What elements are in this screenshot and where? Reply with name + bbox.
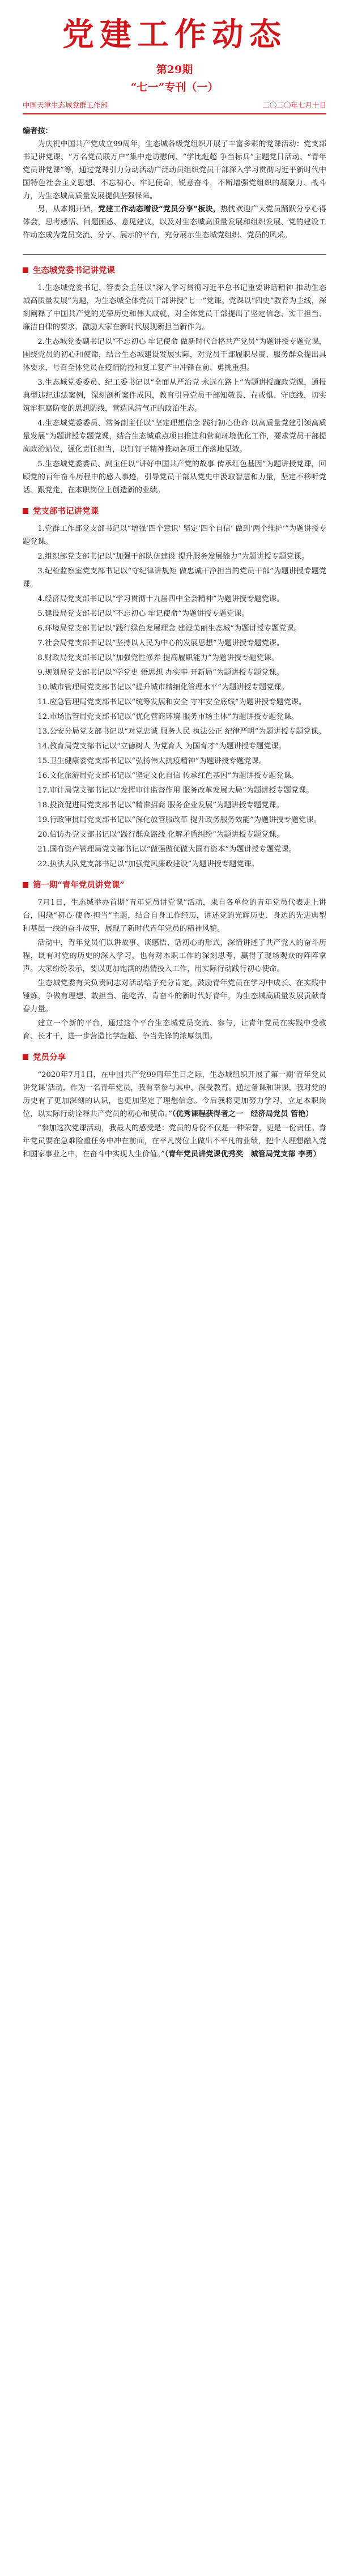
editor-note-label: 编者按：: [23, 127, 53, 135]
list-item-text: 公安分局党支部书记以“对党忠诚 服务人民 执法公正 纪律严明”为题讲授专题党课。: [49, 727, 326, 736]
list-item-text: 投资促进局党支部书记以“精准招商 服务企业发展”为题讲授专题党课。: [49, 801, 284, 810]
newsletter-title: 党建工作动态: [62, 16, 287, 53]
section-title: 党支部书记讲党课: [33, 506, 99, 516]
list-item-text: 执法大队党支部书记以“加强党风廉政建设”为题讲授专题党课。: [49, 860, 259, 868]
list-item-number: 18.: [37, 801, 50, 810]
list-item-text: 生态城党委书记、管委会主任以“深入学习贯彻习近平总书记重要讲话精神 推动生态城高质量发展”为题，为生态城全体党员干部讲授“七一”党课。党课以“四史”教育为主线，深刻阐释了中国共产党的光荣历史和伟大成就，对全体党员干部提出了坚定信念、实干担当、廉洁自律的要求，激励大家在新时代展现新担当新作为。: [23, 284, 326, 331]
list-item-text: 财政局党支部书记以“加强党性修养 提高履职能力”为题讲授专题党课。: [44, 654, 279, 662]
list-item-number: 16.: [37, 772, 50, 780]
list-item-text: 纪检监察室党支部书记以“守纪律讲规矩 做忠诚干净担当的党员干部”为题讲授专题党课。: [23, 567, 326, 589]
editor-note: [23, 125, 326, 242]
list-item: [23, 622, 326, 635]
list-item: [23, 799, 326, 812]
list-item-number: 7.: [37, 639, 45, 648]
list-item: [23, 458, 326, 497]
issue-subtitle: “七一”专刊（一）: [130, 81, 219, 93]
list-item-text: 生态城党委委员、常务副主任以“坚定理想信念 践行初心使命 以高质量党建引领高质量发展”为题讲授专题党课，结合生态城重点项目推进和营商环境优化工作，要求党员干部提高政治站位，强化责任担当，以钉钉子精神推动各项工作落地见效。: [23, 419, 326, 454]
list-item: [23, 637, 326, 650]
list-item-text: 市场监管局党支部书记以“优化营商环境 服务市场主体”为题讲授专题党课。: [49, 713, 299, 721]
editor-note-text: 热忱欢迎广大党员踊跃分享心得体会，思考感悟、问题困惑、意见建议，以及对生态城高质量发展和组织发展、党的建设工作动态成为党员交流、分享、展示的平台，充分展示生态城党组织、党员的风采。: [23, 205, 327, 240]
list-item: [23, 593, 326, 606]
list-item: [23, 769, 326, 782]
paragraph: 生态城党委有关负责同志对活动给予充分肯定，鼓励青年党员在学习中成长、在实践中锤炼，争做有理想、敢担当、能吃苦、肯奋斗的新时代好青年，为生态城高质量发展贡献青春力量。: [23, 979, 326, 1014]
editor-note-paragraph: 为庆祝中国共产党成立99周年，生态城各级党组织开展了丰富多彩的党课活动：党支部书记讲党课、“万名党员联万户”集中走访慰问、“学比赶超 争当标兵”主题党日活动、“青年党员讲党课”等，通过党课引力分动活动广泛动员组织党员干部深入学习贯彻习近平新时代中国特色社会主义思想、不忘初心、牢记使命，锐意奋斗，不断增强党组织的凝聚力、战斗力，为生态城高质量发展提供坚强保障。: [23, 140, 326, 201]
editor-note-text: 另，从本期开始，: [37, 205, 99, 214]
paragraph: [23, 1068, 326, 1121]
list-item-text: 卫生健康委党支部书记以“弘扬伟大抗疫精神”为题讲授专题党课。: [49, 757, 267, 765]
list-item-number: 4.: [37, 595, 45, 603]
list-item-number: 12.: [37, 713, 50, 721]
section-bullet-icon: [23, 1054, 28, 1060]
paragraph: 活动中，青年党员们以讲故事、谈感悟、话初心的形式，深情讲述了共产党人的奋斗历程，既有对党的历史的深入学习，也有对本职工作的深刻思考，赢得了现场观众的阵阵掌声。大家纷纷表示，要以更加饱满的热情投入工作，用实际行动践行初心使命。: [23, 939, 326, 973]
list-item-text: 环境局党支部书记以“践行绿色发展理念 建设美丽生态城”为题讲授专题党课。: [44, 624, 301, 633]
list-item-number: 1.: [37, 525, 45, 533]
issue-number: 第29期: [156, 63, 193, 76]
section-content: [23, 896, 326, 1043]
section-content: [23, 522, 326, 871]
paragraph: 建立一个新的平台，通过这个平台生态城党员交流、参与，让青年党员在实践中受教育、长才干，进一步营造比学赶超、争当先锋的浓厚氛围。: [23, 1019, 326, 1041]
list-item: [23, 858, 326, 871]
list-item-number: 4.: [37, 419, 45, 428]
list-item-number: 13.: [37, 727, 50, 736]
list-item: [23, 282, 326, 334]
section-bullet-icon: [23, 882, 28, 888]
editor-note-emphasis: 党建工作动态增设“党员分享”板块，: [98, 205, 221, 214]
section-title: 党员分享: [33, 1053, 66, 1062]
list-item-number: 6.: [37, 624, 45, 633]
list-item-number: 2.: [37, 552, 45, 561]
share-author: （青年党员讲党课优秀奖 城管局党支部 李勇）: [164, 1150, 321, 1159]
list-item-text: 党群工作部党支部书记以“增强‘四个意识’ 坚定‘四个自信’ 做到‘两个维护’”为题讲授专题党课。: [23, 525, 326, 546]
list-item: [23, 652, 326, 665]
list-item: [23, 740, 326, 753]
editor-note-paragraph: [23, 203, 326, 242]
list-item: [23, 666, 326, 679]
list-item-number: 10.: [37, 683, 50, 692]
list-item-text: 城市管理局党支部书记以“提升城市精细化管理水平”为题讲授专题党课。: [49, 683, 289, 692]
list-item: [23, 725, 326, 738]
share-text: “参加这次党课活动，我最大的感受是：党员的身份不仅是一种荣誉，更是一份责任。青年党员要在急难险重任务中冲在前面，在平凡岗位上做出不平凡的业绩，把个人理想融入党和国家事业之中，在奋斗中实现人生价值。”: [23, 1124, 326, 1159]
list-item: [23, 565, 326, 591]
list-item-text: 社会局党支部书记以“坚持以人民为中心的发展思想”为题讲授专题党课。: [44, 639, 284, 648]
list-item-number: 19.: [37, 816, 50, 824]
list-item: [23, 843, 326, 856]
list-item-number: 3.: [37, 567, 45, 576]
list-item-text: 信访办党支部书记以“践行群众路线 化解矛盾纠纷”为题讲授专题党课。: [49, 831, 284, 839]
list-item-number: 21.: [37, 845, 50, 854]
list-item-text: 生态城党委委员、纪工委书记以“全面从严治党 永远在路上”为题讲授廉政党课，通报典型违纪违法案例，深刻剖析案件成因，教育引导党员干部知敬畏、存戒惧、守底线，切实筑牢拒腐防变的思想防线，营造风清气正的政治生态。: [23, 378, 326, 413]
list-item-number: 22.: [37, 860, 50, 868]
list-item-number: 9.: [37, 669, 45, 677]
list-item-number: 8.: [37, 654, 45, 662]
section-heading: [23, 264, 326, 276]
list-item: [23, 607, 326, 620]
list-item-text: 文化旅游局党支部书记以“坚定文化自信 传承红色基因”为题讲授专题党课。: [49, 772, 299, 780]
list-item-number: 20.: [37, 831, 50, 839]
section-content: [23, 282, 326, 497]
list-item: [23, 814, 326, 827]
list-item: [23, 376, 326, 415]
list-item-number: 5.: [37, 460, 45, 469]
list-item: [23, 417, 326, 456]
masthead: [23, 0, 326, 114]
section-divider: [23, 254, 326, 255]
list-item-number: 1.: [37, 284, 45, 292]
list-item-text: 规划局党支部书记以“学党史 悟思想 办实事 开新局”为题讲授专题党课。: [44, 669, 284, 677]
list-item-text: 应急管理局党支部书记以“统筹发展和安全 守牢安全底线”为题讲授专题党课。: [49, 698, 307, 706]
list-item-text: 行政审批局党支部书记以“深化放管服改革 提升政务服务效能”为题讲授专题党课。: [49, 816, 321, 824]
section-heading: [23, 505, 326, 517]
list-item: [23, 335, 326, 374]
paragraph: 7月1日，生态城举办首期“青年党员讲党课”活动，来自各单位的青年党员代表走上讲台，围绕“初心·使命·担当”主题，结合自身工作经历，讲述党的光辉历史、身边的先进典型和基层一线的奋斗故事，展现了新时代青年党员的精神风貌。: [23, 899, 326, 933]
list-item-text: 生态城党委委员、副主任以“讲好中国共产党的故事 传承红色基因”为题讲授党课，回顾党的百年奋斗历程中的感人事迹，引导党员干部从党史中汲取智慧和力量，坚定不移听党话、跟党走，在本职岗位上创造新的业绩。: [23, 460, 326, 495]
section-content: [23, 1068, 326, 1161]
list-item-number: 15.: [37, 757, 50, 765]
list-item-text: 组织部党支部书记以“加强干部队伍建设 提升服务发展能力”为题讲授专题党课。: [44, 552, 309, 561]
list-item: [23, 755, 326, 768]
paragraph: [23, 1122, 326, 1161]
list-item-number: 17.: [37, 786, 50, 795]
list-item-text: 国有资产管理局党支部书记以“做强做优做大国有资本”为题讲授专题党课。: [49, 845, 296, 854]
section-title: 生态城党委书记讲党课: [33, 266, 115, 275]
list-item-text: 教育局党支部书记以“立德树人 为党育人 为国育才”为题讲授专题党课。: [49, 742, 286, 751]
list-item-number: 3.: [37, 378, 45, 387]
list-item-number: 11.: [37, 698, 50, 706]
section-heading: [23, 879, 326, 891]
list-item: [23, 522, 326, 548]
list-item-number: 5.: [37, 610, 45, 618]
issuing-org: 中国天津生态城党群工作部: [23, 101, 108, 109]
list-item: [23, 550, 326, 563]
list-item-text: 审计局党支部书记以“发挥审计监督作用 服务改革发展大局”为题讲授专题党课。: [49, 786, 314, 795]
list-item-text: 经济局党支部书记以“学习贯彻十九届四中全会精神”为题讲授专题党课。: [44, 595, 284, 603]
list-item-number: 14.: [37, 742, 50, 751]
list-item: [23, 681, 326, 694]
list-item-text: 生态城党委副书记以“不忘初心 牢记使命 做新时代合格共产党员”为题讲授专题党课，围绕党员的初心和使命，结合生态城建设发展实际，对党员干部履职尽责、服务群众提出具体要求，号召全体党员在疫情防控和复工复产中冲锋在前、勇挑重担。: [23, 338, 326, 372]
section-title: 第一期“青年党员讲党课”: [33, 880, 125, 890]
list-item-number: 2.: [37, 338, 45, 346]
section-bullet-icon: [23, 508, 28, 514]
section-bullet-icon: [23, 267, 28, 273]
list-item: [23, 828, 326, 841]
list-item: [23, 696, 326, 709]
list-item: [23, 710, 326, 723]
section-heading: [23, 1051, 326, 1063]
masthead-meta: [23, 100, 326, 114]
list-item: [23, 784, 326, 797]
share-author: （优秀课程获得者之一 经济局党员 管艳）: [172, 1110, 313, 1118]
share-text: “2020年7月1日，在中国共产党99周年生日之际，生态城组织开展了第一期‘青年党员讲党课’活动，作为一名青年党员，我有幸参与其中，深受教育。通过备课和讲课，我对党的历史有了更加深刻的认识，也更加坚定了理想信念。今后我将更加努力学习，立足本职岗位，以实际行动诠释共产党员的初心和使命。”: [23, 1071, 326, 1118]
issue-date: 二〇二〇年七月十日: [262, 101, 326, 109]
list-item-text: 建设局党支部书记以“不忘初心 牢记使命”为题讲授专题党课。: [44, 610, 249, 618]
